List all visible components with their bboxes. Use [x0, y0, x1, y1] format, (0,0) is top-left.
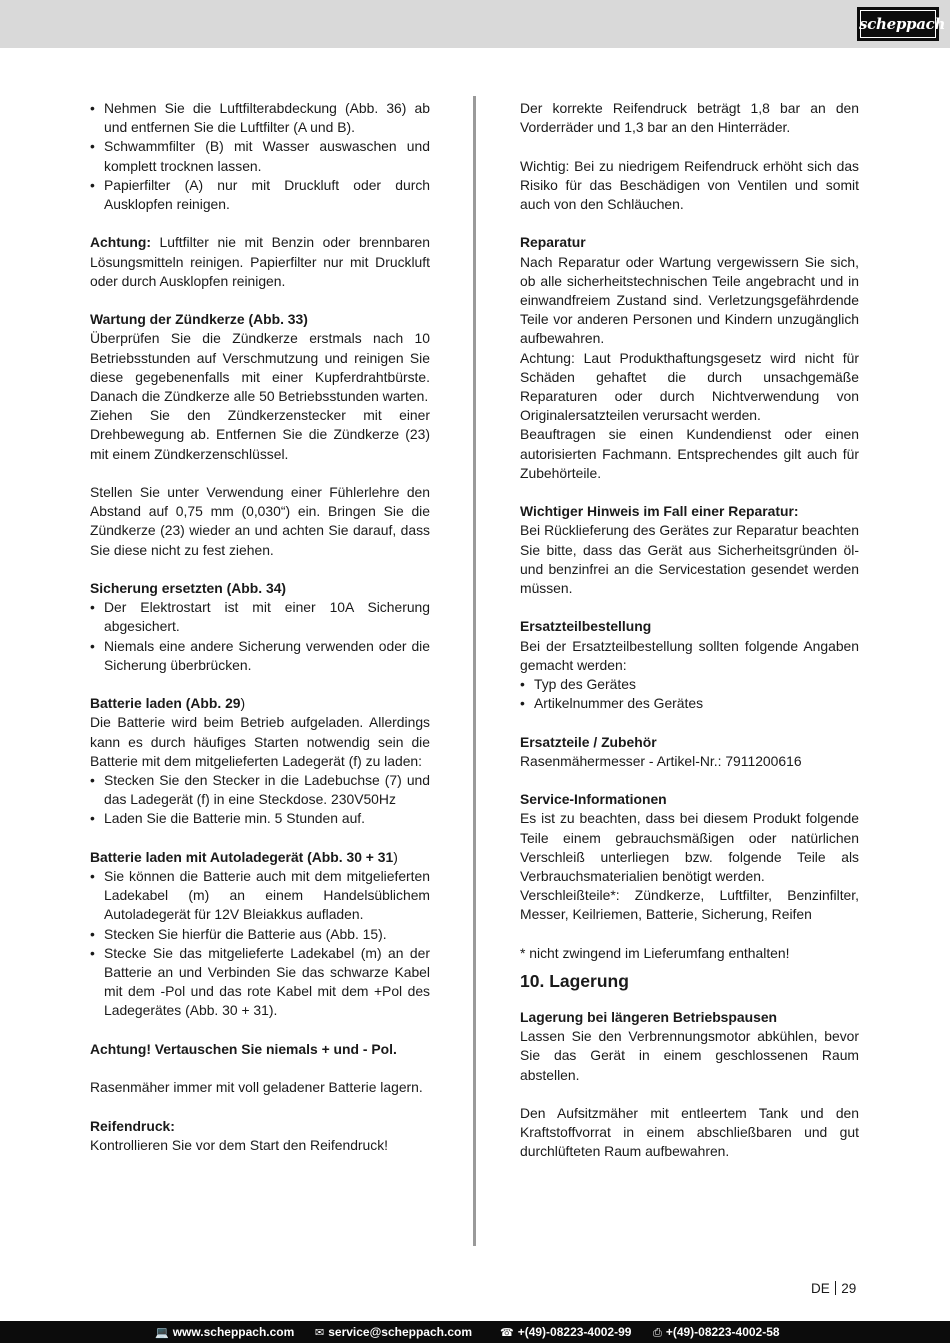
paragraph-text: Kontrollieren Sie vor dem Start den Reifendruck! — [90, 1136, 389, 1153]
bullet-item: • Stecken Sie den Stecker in die Ladebuchse (7) und das Ladegerät (f) in eine Steckdose. 230V50Hz — [90, 771, 430, 809]
paragraph-text: Die Batterie wird beim Betrieb aufgeladen. Allerdings kann es durch häufiges Starten notwendig sein die Batterie mit dem mitgelieferten Ladegerät (f) zu laden: — [90, 714, 430, 769]
section-heading — [90, 848, 430, 867]
paragraph-text: Verschleißteile*: Zündkerze, Luftfilter, Benzinfilter, Messer, Keilriemen, Batterie, Sicherung, Reifen — [520, 887, 859, 923]
bullet-item: • Typ des Gerätes — [520, 675, 859, 694]
body-paragraph — [90, 483, 430, 560]
footer-fax — [653, 1321, 780, 1344]
heading-text: Sicherung ersetzten (Abb. 34) — [90, 580, 287, 597]
body-paragraph — [520, 99, 859, 137]
section-heading — [520, 1008, 859, 1027]
footer-website-text: www.scheppach.com — [172, 1325, 295, 1339]
chapter-heading: 10. Lagerung — [520, 971, 629, 992]
paragraph-spacer — [520, 214, 859, 233]
bullet-item: • Papierfilter (A) nur mit Druckluft oder durch Ausklopfen reinigen. — [90, 176, 430, 214]
body-paragraph — [520, 521, 859, 598]
scheppach-logo: scheppach — [857, 7, 939, 41]
bullet-item: • Stecke Sie das mitgelieferte Ladekabel (m) an der Batterie an und Verbinden Sie das schwarze Kabel mit dem -Pol und das rote Kabel mit dem +Pol des Ladegerätes (Abb. 30 + 31). — [90, 944, 430, 1021]
paragraph-text: Rasenmäher immer mit voll geladener Batterie lagern. — [90, 1079, 423, 1096]
body-paragraph — [520, 1027, 859, 1085]
bullet-item: • Niemals eine andere Sicherung verwenden oder die Sicherung überbrücken. — [90, 637, 430, 675]
footer-website[interactable] — [155, 1321, 294, 1344]
paragraph-spacer — [90, 1059, 430, 1078]
bullet-list — [90, 771, 430, 829]
paragraph-text: Achtung: Laut Produkthaftungsgesetz wird nicht für Schäden gehaftet die durch unsachgemäße Reparaturen oder durch Nichtverwendung von Originalersatzteilen verursacht werden. — [520, 349, 859, 424]
body-paragraph — [520, 253, 859, 349]
heading-tail: ) — [240, 695, 246, 712]
heading-text: Batterie laden (Abb. 29 — [90, 695, 241, 712]
body-paragraph — [520, 752, 859, 771]
bullet-list — [90, 867, 430, 1021]
heading-text: Achtung! Vertauschen Sie niemals + und - Pol. — [90, 1040, 397, 1057]
paragraph-spacer — [90, 214, 430, 233]
body-paragraph — [520, 425, 859, 483]
paragraph-spacer — [90, 1021, 430, 1040]
bullet-item: • Schwammfilter (B) mit Wasser auswaschen und komplett trocknen lassen. — [90, 137, 430, 175]
body-paragraph — [90, 1078, 430, 1097]
paragraph-text: Wichtig: Bei zu niedrigem Reifendruck erhöht sich das Risiko für das Beschädigen von Ventilen und somit auch von den Schläuchen. — [520, 157, 859, 212]
paragraph-spacer — [520, 483, 859, 502]
heading-tail: ) — [393, 848, 398, 865]
heading-text: Reifendruck: — [90, 1117, 175, 1134]
left-column — [90, 99, 430, 1155]
paragraph-text: Überprüfen Sie die Zündkerze erstmals nach 10 Betriebsstunden auf Verschmutzung und reinigen Sie diese gegebenenfalls mit einer Kupferdrahtbürste. Danach die Zündkerze alle 50 Betriebsstunden warten. — [90, 330, 430, 405]
heading-text: Reparatur — [520, 234, 586, 251]
body-paragraph — [520, 1104, 859, 1162]
page-number-value: 29 — [841, 1281, 857, 1296]
heading-text: Batterie laden mit Autoladegerät (Abb. 30 + 31 — [90, 848, 394, 865]
phone-icon: ☎ — [500, 1327, 514, 1339]
bullet-item: • Artikelnummer des Gerätes — [520, 694, 859, 713]
bullet-item: • Stecken Sie hierfür die Batterie aus (Abb. 15). — [90, 925, 430, 944]
footer-email[interactable] — [315, 1321, 472, 1344]
paragraph-spacer — [520, 598, 859, 617]
paragraph-spacer — [90, 1097, 430, 1116]
bullet-item: • Sie können die Batterie auch mit dem mitgelieferten Ladekabel (m) an einem Handelsüblichem Autoladegerät für 12V Bleiakkus aufladen. — [90, 867, 430, 925]
bullet-item: • Nehmen Sie die Luftfilterabdeckung (Abb. 36) ab und entfernen Sie die Luftfilter (A und B). — [90, 99, 430, 137]
section-heading — [90, 579, 430, 598]
bullet-list — [520, 675, 859, 713]
section-heading — [520, 790, 859, 809]
heading-text: Ersatzteile / Zubehör — [520, 733, 657, 750]
section-heading — [90, 694, 430, 713]
paragraph-text: Lassen Sie den Verbrennungsmotor abkühlen, bevor Sie das Gerät in einem geschlossenen Raum abstellen. — [520, 1028, 859, 1083]
section-heading — [520, 617, 859, 636]
paragraph-label: Achtung: — [90, 234, 151, 251]
paragraph-spacer — [520, 771, 859, 790]
paragraph-spacer — [90, 560, 430, 579]
paragraph-text: Es ist zu beachten, dass bei diesem Produkt folgende Teile einem gebrauchsmäßigen oder natürlichen Verschleiß unterliegen bzw. folgende Teile als Verbrauchsmaterialien benötigt werden. — [520, 810, 859, 885]
body-paragraph — [90, 329, 430, 406]
paragraph-spacer — [90, 675, 430, 694]
section-heading — [520, 502, 859, 521]
paragraph-spacer — [520, 1085, 859, 1104]
page-language: DE — [811, 1281, 830, 1296]
bullet-item: • Laden Sie die Batterie min. 5 Stunden auf. — [90, 809, 430, 828]
paragraph-spacer — [90, 464, 430, 483]
column-divider — [473, 96, 476, 1246]
heading-text: Ersatzteilbestellung — [520, 618, 652, 635]
page-number-separator — [835, 1281, 837, 1295]
heading-text: Wichtiger Hinweis im Fall einer Reparatur: — [520, 503, 799, 520]
paragraph-text: Stellen Sie unter Verwendung einer Fühlerlehre den Abstand auf 0,75 mm (0,030“) ein. Bringen Sie die Zündkerze (23) wieder an und achten Sie darauf, dass Sie diese nicht zu fest ziehen. — [90, 484, 430, 558]
section-heading — [520, 233, 859, 252]
body-paragraph — [520, 944, 859, 963]
paragraph-text: Ziehen Sie den Zündkerzenstecker mit einer Drehbewegung ab. Entfernen Sie die Zündkerze (23) mit einem Zündkerzenschlüssel. — [90, 407, 430, 462]
page-number — [811, 1281, 856, 1296]
paragraph-text: Bei der Ersatzteilbestellung sollten folgende Angaben gemacht werden: — [520, 637, 859, 673]
body-paragraph — [90, 406, 430, 464]
footer-phone — [500, 1321, 631, 1344]
computer-icon: 💻 — [155, 1327, 169, 1339]
header-bar — [0, 0, 950, 48]
bullet-list — [90, 598, 430, 675]
mail-icon: ✉ — [315, 1327, 325, 1339]
footer-fax-text: +(49)-08223-4002-58 — [665, 1325, 780, 1339]
heading-text: Lagerung bei längeren Betriebspausen — [520, 1009, 778, 1026]
paragraph-spacer — [90, 291, 430, 310]
section-heading — [520, 733, 859, 752]
body-paragraph — [90, 1136, 430, 1155]
body-paragraph — [520, 886, 859, 924]
paragraph-spacer — [520, 925, 859, 944]
section-heading — [90, 1040, 430, 1059]
fax-icon: ⎙ — [653, 1327, 662, 1339]
paragraph-text: Rasenmähermesser - Artikel-Nr.: 7911200616 — [520, 752, 802, 769]
section-heading — [90, 1117, 430, 1136]
footer-bar — [0, 1321, 950, 1343]
body-paragraph — [90, 233, 430, 291]
heading-text: Service-Informationen — [520, 791, 667, 808]
footer-phone-text: +(49)-08223-4002-99 — [517, 1325, 632, 1339]
bullet-list — [90, 99, 430, 214]
body-paragraph — [520, 157, 859, 215]
body-paragraph — [520, 809, 859, 886]
paragraph-text: Bei Rücklieferung des Gerätes zur Reparatur beachten Sie bitte, dass das Gerät aus Sicherheitsgründen öl- und benzinfrei an die Servicestation gesendet werden müssen. — [520, 522, 859, 597]
paragraph-spacer — [520, 713, 859, 732]
paragraph-text: Luftfilter nie mit Benzin oder brennbaren Lösungsmitteln reinigen. Papierfilter nur mit Druckluft oder durch Ausklopfen reinigen. — [90, 234, 430, 289]
body-paragraph — [520, 637, 859, 675]
paragraph-text: Der korrekte Reifendruck beträgt 1,8 bar an den Vorderräder und 1,3 bar an den Hinterräder. — [520, 100, 859, 136]
heading-text: Wartung der Zündkerze (Abb. 33) — [90, 311, 308, 328]
paragraph-text: * nicht zwingend im Lieferumfang enthalten! — [520, 944, 790, 961]
paragraph-text: Nach Reparatur oder Wartung vergewissern Sie sich, ob alle sicherheitstechnischen Teile angebracht und in einwandfreiem Zustand sind. Verletzungsgefährdende Teile vor anderen Personen und Kindern unzugänglich aufbewahren. — [520, 253, 859, 347]
right-column — [520, 99, 859, 1162]
paragraph-spacer — [520, 137, 859, 156]
body-paragraph — [520, 349, 859, 426]
bullet-item: • Der Elektrostart ist mit einer 10A Sicherung abgesichert. — [90, 598, 430, 636]
footer-email-text: service@scheppach.com — [328, 1325, 472, 1339]
section-heading — [90, 310, 430, 329]
body-paragraph — [90, 713, 430, 771]
paragraph-text: Den Aufsitzmäher mit entleertem Tank und den Kraftstoffvorrat in einem abschließbaren und gut durchlüfteten Raum aufbewahren. — [520, 1105, 859, 1160]
paragraph-text: Beauftragen sie einen Kundendienst oder einen autorisierten Fachmann. Entsprechendes gilt auch für Zubehörteile. — [520, 426, 859, 481]
paragraph-spacer — [90, 829, 430, 848]
